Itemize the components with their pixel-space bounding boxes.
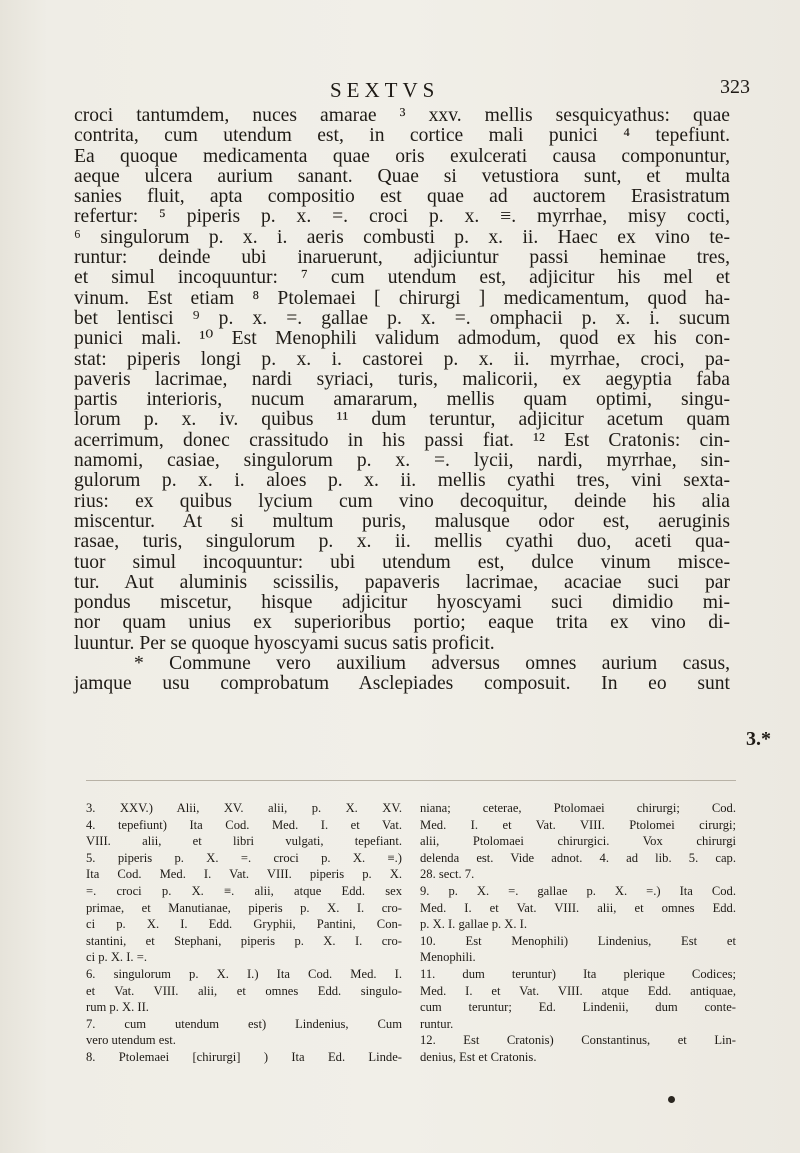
- text-line: aeque ulcera aurium sanant. Quae si vetustiora sunt, et multa: [74, 165, 730, 187]
- margin-note: 3.*: [746, 728, 771, 750]
- footnote-line: Ita Cod. Med. I. Vat. VIII. piperis p. X.: [86, 867, 402, 882]
- text-line: rius: ex quibus lycium cum vino decoquitur, deinde his alia: [74, 490, 730, 512]
- footnote-line: 9. p. X. =. gallae p. X. =.) Ita Cod.: [420, 883, 736, 898]
- footnote-line: denius, Est et Cratonis.: [420, 1049, 537, 1064]
- footnotes: [86, 800, 736, 1066]
- ink-spot: [668, 1096, 675, 1103]
- footnote-line: Menophili.: [420, 950, 476, 965]
- footnote-line: 7. cum utendum est) Lindenius, Cum: [86, 1016, 402, 1031]
- text-line: lorum p. x. iv. quibus ¹¹ dum teruntur, adjicitur acetum quam: [74, 409, 730, 431]
- text-line: refertur: ⁵ piperis p. x. =. croci p. x. ≡. myrrhae, misy cocti,: [74, 206, 730, 228]
- footnote-line: 6. singulorum p. X. I.) Ita Cod. Med. I.: [86, 966, 402, 981]
- text-line: Ea quoque medicamenta quae oris exulcerati causa componuntur,: [74, 145, 730, 167]
- footnote-line: 12. Est Cratonis) Constantinus, et Lin-: [420, 1033, 736, 1048]
- footnote-line: 4. tepefiunt) Ita Cod. Med. I. et Vat.: [86, 817, 402, 832]
- text-line: tuor simul incoquuntur: ubi utendum est, dulce vinum misce-: [74, 551, 730, 573]
- text-line: runtur: deinde ubi inaruerunt, adjiciuntur passi heminae tres,: [74, 247, 730, 269]
- footnote-line: stantini, et Stephani, piperis p. X. I. cro-: [86, 933, 402, 948]
- footnote-line: et Vat. VIII. alii, et omnes Edd. singulo-: [86, 983, 402, 998]
- text-line: pondus miscetur, hisque adjicitur hyoscyami suci dimidio mi-: [74, 592, 730, 614]
- footnote-line: 11. dum teruntur) Ita plerique Codices;: [420, 966, 736, 981]
- text-line: acerrimum, donec crassitudo in his passi fiat. ¹² Est Cratonis: cin-: [74, 429, 730, 451]
- footnote-line: runtur.: [420, 1016, 454, 1031]
- running-head: SEXTVS: [330, 78, 440, 102]
- text-line: luuntur. Per se quoque hyoscyami sucus satis proficit.: [74, 632, 495, 654]
- footnote-line: ci p. X. I. =.: [86, 950, 147, 965]
- footnote-line: delenda est. Vide adnot. 4. ad lib. 5. cap.: [420, 850, 736, 865]
- footnote-line: primae, et Manutianae, piperis p. X. I. cro-: [86, 900, 402, 915]
- text-line: ⁶ singulorum p. x. i. aeris combusti p. x. ii. Haec ex vino te-: [74, 226, 730, 248]
- main-text: [74, 106, 730, 695]
- text-line: punici mali. ¹⁰ Est Menophili validum admodum, quod ex his con-: [74, 328, 730, 350]
- footnote-line: Med. I. et Vat. VIII. Ptolomei cirurgi;: [420, 817, 736, 832]
- text-line: namomi, casiae, singulorum p. x. =. lycii, nardi, myrrhae, sin-: [74, 450, 730, 472]
- text-line: rasae, turis, singulorum p. x. ii. mellis cyathi duo, aceti qua-: [74, 531, 730, 553]
- footnote-line: cum teruntur; Ed. Lindenii, dum conte-: [420, 1000, 736, 1015]
- text-line: sanies fluit, apta compositio est quae ad auctorem Erasistratum: [74, 186, 730, 208]
- text-line: tur. Aut aluminis scissilis, papaveris lacrimae, acaciae suci par: [74, 571, 730, 593]
- footnote-line: 3. XXV.) Alii, XV. alii, p. X. XV.: [86, 801, 402, 815]
- text-line: * Commune vero auxilium adversus omnes aurium casus,: [134, 653, 730, 675]
- footnote-line: niana; ceterae, Ptolomaei chirurgi; Cod.: [420, 801, 736, 815]
- footnote-line: vero utendum est.: [86, 1033, 176, 1048]
- text-line: bet lentisci ⁹ p. x. =. gallae p. x. =. omphacii p. x. i. sucum: [74, 307, 730, 329]
- footnote-line: Med. I. et Vat. VIII. alii, et omnes Edd.: [420, 900, 736, 915]
- text-line: vinum. Est etiam ⁸ Ptolemaei [ chirurgi ] medicamentum, quod ha-: [74, 287, 730, 309]
- footnote-line: p. X. I. gallae p. X. I.: [420, 917, 528, 932]
- footnotes-left-column: [86, 800, 402, 1066]
- footnote-line: 10. Est Menophili) Lindenius, Est et: [420, 933, 736, 948]
- footnote-line: ci p. X. I. Edd. Gryphii, Pantini, Con-: [86, 917, 402, 932]
- text-line: stat: piperis longi p. x. i. castorei p. x. ii. myrrhae, croci, pa-: [74, 348, 730, 370]
- text-line: jamque usu comprobatum Asclepiades composuit. In eo sunt: [74, 673, 730, 695]
- footnote-line: 28. sect. 7.: [420, 867, 475, 882]
- footnote-line: =. croci p. X. ≡. alii, atque Edd. sex: [86, 883, 402, 898]
- footnote-line: alii, Ptolomaei chirurgici. Vox chirurgi: [420, 834, 736, 849]
- text-line: croci tantumdem, nuces amarae ³ xxv. mellis sesquicyathus: quae: [74, 105, 730, 126]
- text-line: paveris lacrimae, nardi syriaci, turis, malicorii, ex aegyptia faba: [74, 368, 730, 390]
- page-number: 323: [720, 76, 750, 98]
- footnote-divider: [86, 780, 736, 781]
- text-line: contrita, cum utendum est, in cortice mali punici ⁴ tepefiunt.: [74, 125, 730, 147]
- text-line: et simul incoquuntur: ⁷ cum utendum est, adjicitur his mel et: [74, 267, 730, 289]
- footnote-line: 5. piperis p. X. =. croci p. X. ≡.): [86, 850, 402, 865]
- footnote-line: VIII. alii, et libri vulgati, tepefiant.: [86, 834, 402, 849]
- footnotes-right-column: [420, 800, 736, 1066]
- footnote-line: Med. I. et Vat. VIII. atque Edd. antiquae,: [420, 983, 736, 998]
- text-line: nor quam unius ex superioribus portio; eaque trita ex vino di-: [74, 612, 730, 634]
- footnote-line: rum p. X. II.: [86, 1000, 149, 1015]
- text-line: gulorum p. x. i. aloes p. x. ii. mellis cyathi tres, vini sexta-: [74, 470, 730, 492]
- text-line: partis interioris, nucum amararum, mellis quam optimi, singu-: [74, 389, 730, 411]
- text-line: miscentur. At si multum puris, malusque odor est, aeruginis: [74, 510, 730, 532]
- footnote-line: 8. Ptolemaei [chirurgi] ) Ita Ed. Linde-: [86, 1049, 402, 1064]
